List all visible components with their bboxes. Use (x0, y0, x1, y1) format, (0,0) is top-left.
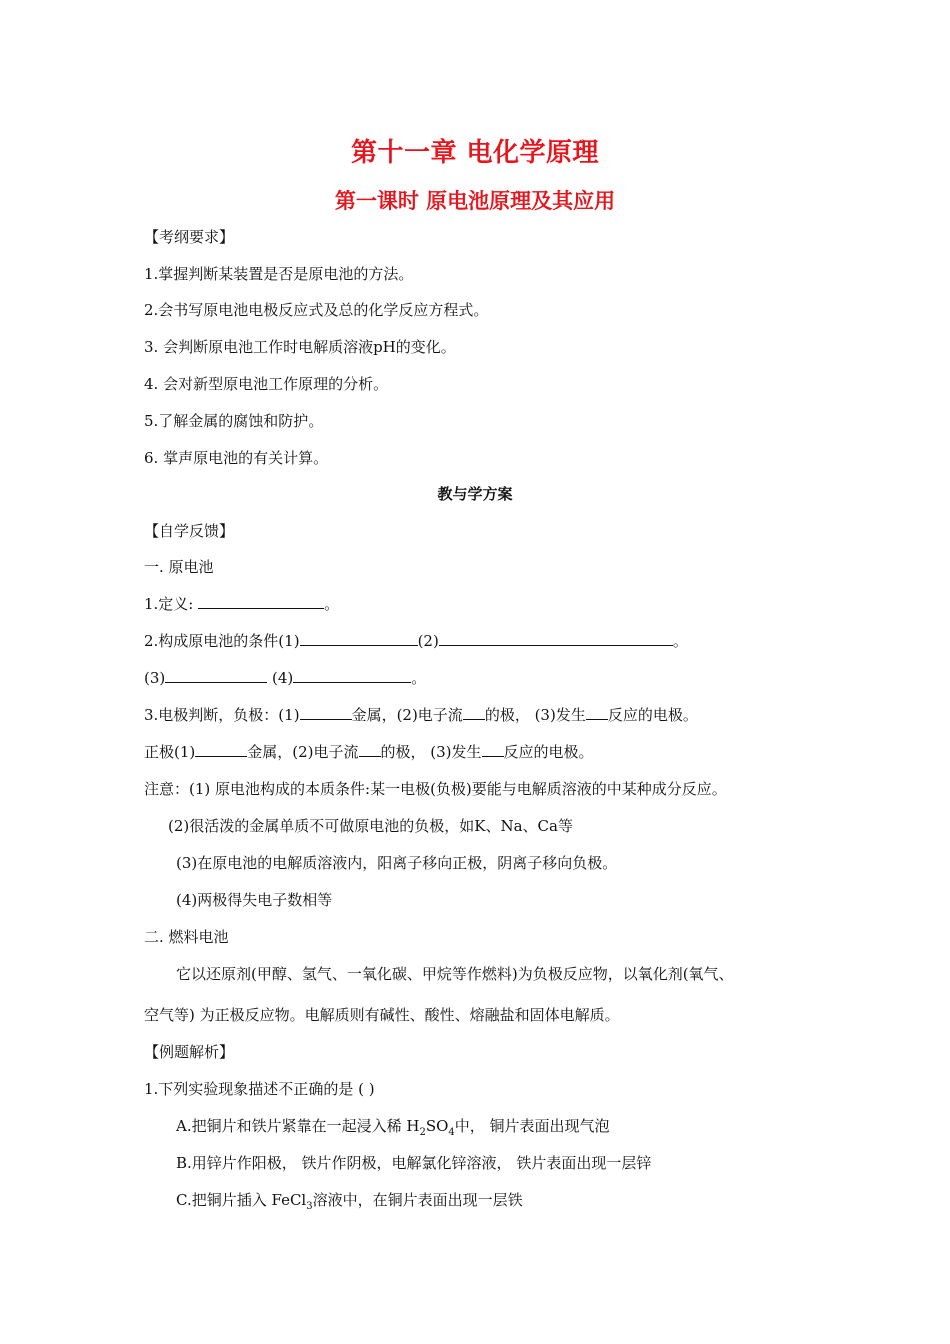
syllabus-item: 4. 会对新型原电池工作原理的分析。 (144, 375, 389, 393)
subscript: 4 (448, 1127, 455, 1138)
fill-blank[interactable] (198, 594, 324, 609)
note-line: 注意：(1) 原电池构成的本质条件:某一电极(负极)要能与电解质溶液的中某种成分反应。 (144, 780, 727, 798)
option-c-text: 溶液中，在铜片表面出现一层铁 (312, 1191, 523, 1209)
conditions-line (144, 631, 688, 651)
question-1: 1.下列实验现象描述不正确的是 ( ) (144, 1080, 375, 1098)
syllabus-item: 3. 会判断原电池工作时电解质溶液pH的变化。 (144, 338, 456, 356)
syllabus-item: 5.了解金属的腐蚀和防护。 (144, 412, 324, 430)
pos-part-d: 反应的电极。 (503, 743, 594, 761)
negative-electrode-line (144, 705, 698, 725)
conditions-prefix: 2.构成原电池的条件(1) (144, 632, 300, 650)
neg-part-d: 反应的电极。 (607, 706, 698, 724)
syllabus-item: 6. 掌声原电池的有关计算。 (144, 449, 329, 467)
fuel-paragraph-line: 它以还原剂(甲醇、氢气、一氧化碳、甲烷等作燃料)为负极反应物，以氧化剂(氧气、 (176, 965, 734, 983)
lesson-title: 第一课时 原电池原理及其应用 (334, 189, 616, 213)
part-one-heading: 一. 原电池 (144, 558, 214, 576)
fill-blank[interactable] (165, 668, 267, 683)
part-two-heading: 二. 燃料电池 (144, 928, 229, 946)
syllabus-item: 1.掌握判断某装置是否是原电池的方法。 (144, 265, 414, 283)
option-a-text: 中， 铜片表面出现气泡 (454, 1117, 610, 1135)
option-b: B.用锌片作阳极， 铁片作阴极，电解氯化锌溶液， 铁片表面出现一层锌 (176, 1154, 652, 1172)
self-study-heading: 【自学反馈】 (144, 522, 235, 540)
option-a-text: SO (425, 1117, 449, 1135)
pos-part-c: 的极， (3)发生 (380, 743, 482, 761)
syllabus-item: 2.会书写原电池电极反应式及总的化学反应方程式。 (144, 301, 489, 319)
note-line: (3)在原电池的电解质溶液内，阳离子移向正极，阴离子移向负极。 (176, 854, 618, 872)
note-line: (2)很活泼的金属单质不可做原电池的负极，如K、Na、Ca等 (168, 817, 573, 835)
subscript: 3 (306, 1201, 313, 1212)
fill-blank[interactable] (439, 631, 673, 646)
fill-blank[interactable] (300, 705, 352, 720)
fill-blank[interactable] (293, 668, 411, 683)
option-a-text: A.把铜片和铁片紧靠在一起浸入稀 H (176, 1117, 420, 1135)
pos-part-a: 正极(1) (144, 743, 196, 761)
pos-part-b: 金属，(2)电子流 (247, 743, 359, 761)
fill-blank[interactable] (195, 742, 247, 757)
fill-blank[interactable] (463, 705, 485, 720)
neg-part-a: 3.电极判断，负极：(1) (144, 706, 300, 724)
syllabus-heading: 【考纲要求】 (144, 228, 235, 246)
option-a (176, 1116, 610, 1136)
option-c (176, 1190, 523, 1210)
conditions-line-2 (144, 668, 426, 688)
chapter-title: 第十一章 电化学原理 (350, 138, 600, 168)
note-line: (4)两极得失电子数相等 (176, 891, 333, 909)
conditions-end-2: 。 (411, 669, 427, 687)
definition-suffix: 。 (324, 595, 340, 613)
conditions-3-label: (3) (144, 669, 166, 687)
fuel-paragraph-line: 空气等) 为正极反应物。电解质则有碱性、酸性、熔融盐和固体电解质。 (144, 1006, 620, 1024)
neg-part-b: 金属，(2)电子流 (351, 706, 463, 724)
section-title: 教与学方案 (437, 485, 513, 503)
conditions-mid: (2) (417, 632, 439, 650)
examples-heading: 【例题解析】 (144, 1043, 235, 1061)
positive-electrode-line (144, 742, 594, 762)
fill-blank[interactable] (359, 742, 381, 757)
fill-blank[interactable] (300, 631, 418, 646)
neg-part-c: 的极， (3)发生 (484, 706, 586, 724)
definition-prefix: 1.定义: (144, 595, 199, 613)
fill-blank[interactable] (482, 742, 504, 757)
definition-line (144, 594, 339, 614)
subscript: 2 (419, 1127, 426, 1138)
conditions-4-label: (4) (267, 669, 294, 687)
fill-blank[interactable] (586, 705, 608, 720)
option-c-text: C.把铜片插入 FeCl (176, 1191, 307, 1209)
conditions-end: 。 (672, 632, 688, 650)
